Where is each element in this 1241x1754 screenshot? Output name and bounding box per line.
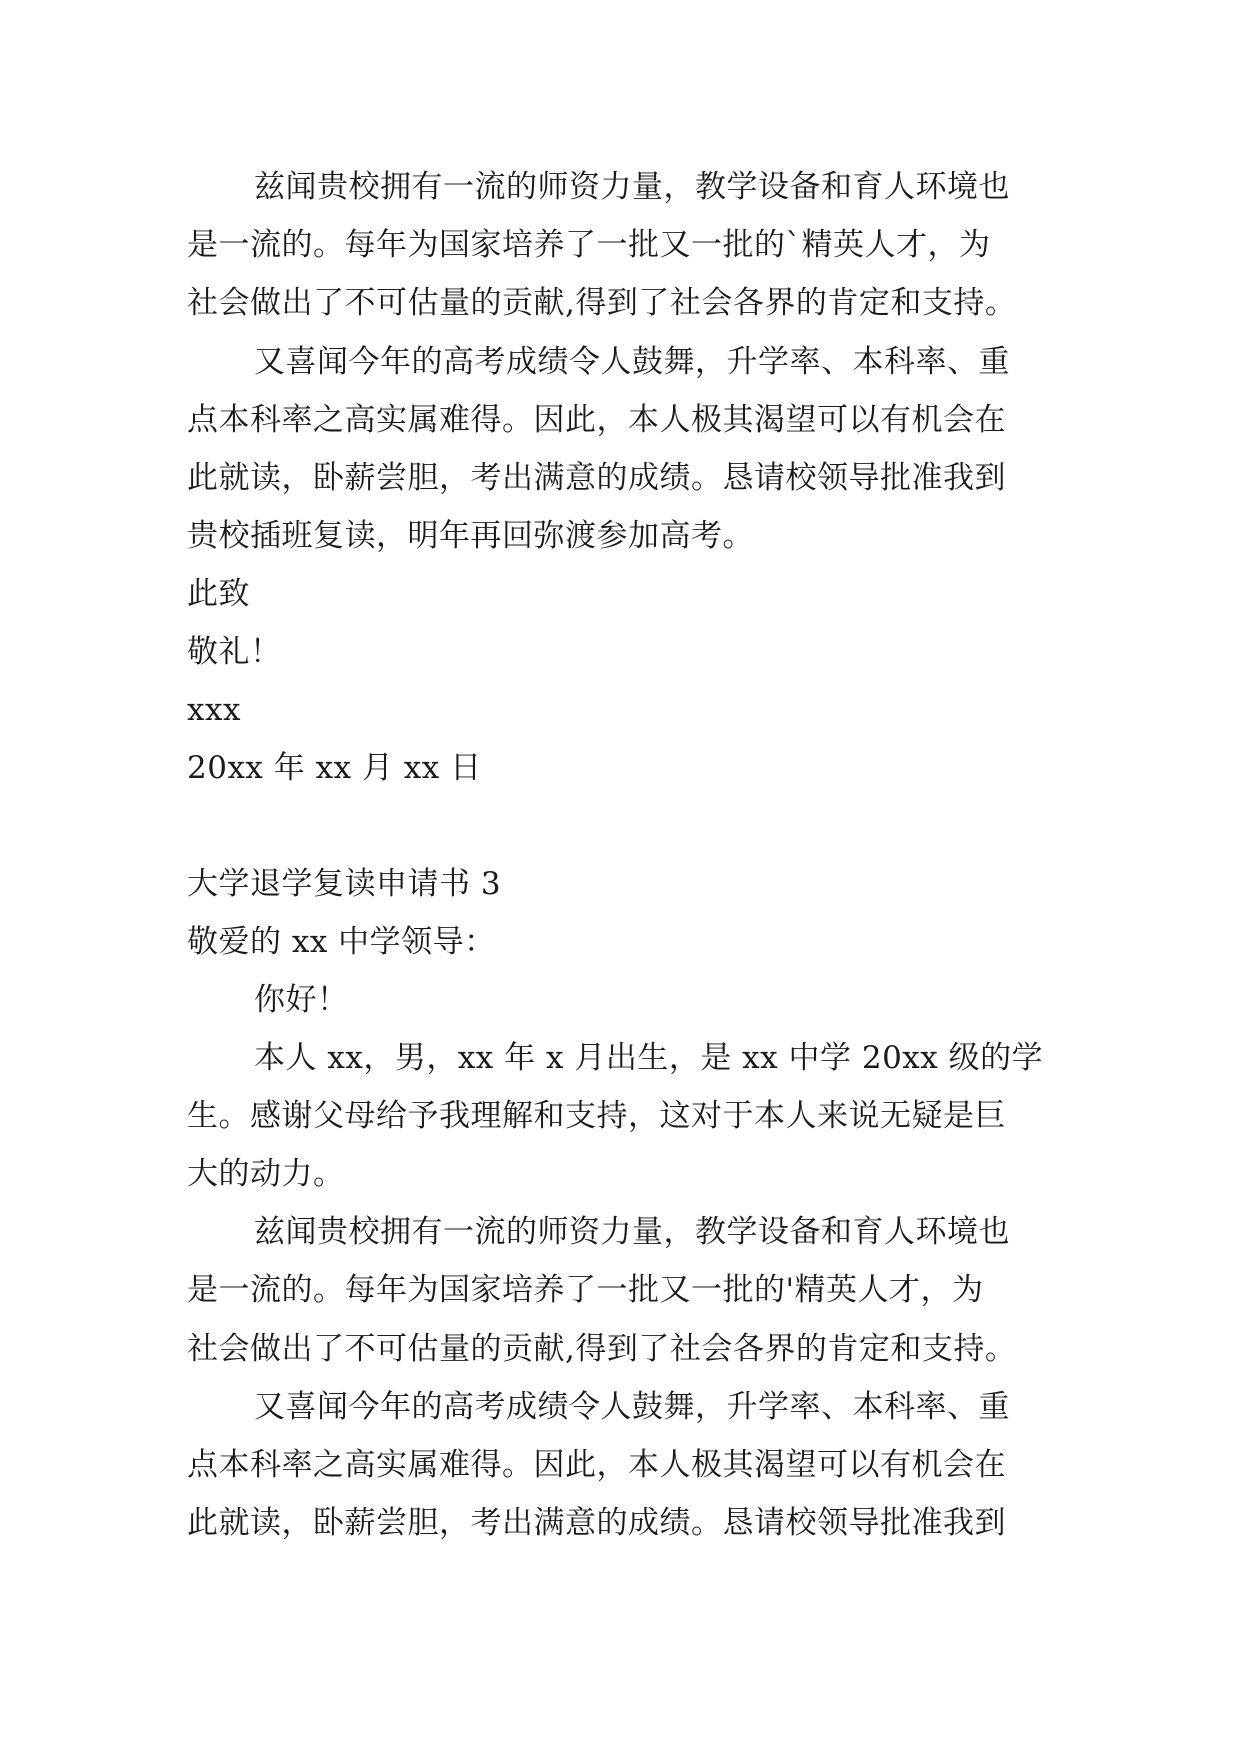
paragraph-line: 点本科率之高实属难得。因此，本人极其渴望可以有机会在 bbox=[187, 402, 1006, 438]
paragraph-line: 点本科率之高实属难得。因此，本人极其渴望可以有机会在 bbox=[187, 1447, 1006, 1483]
paragraph-line: 此就读，卧薪尝胆，考出满意的成绩。恳请校领导批准我到 bbox=[187, 1505, 1006, 1541]
paragraph-line: 此就读，卧薪尝胆，考出满意的成绩。恳请校领导批准我到 bbox=[187, 460, 1006, 496]
paragraph-line: 本人 xx，男，xx 年 x 月出生，是 xx 中学 20xx 级的学 bbox=[254, 1040, 1044, 1076]
paragraph-line: 贵校插班复读，明年再回弥渡参加高考。 bbox=[187, 518, 754, 554]
signature-name: xxx bbox=[187, 692, 241, 728]
closing-regards: 敬礼！ bbox=[187, 634, 282, 670]
paragraph-line: 又喜闻今年的高考成绩令人鼓舞，升学率、本科率、重 bbox=[254, 344, 1010, 380]
letter-recipient: 敬爱的 xx 中学领导： bbox=[187, 924, 496, 960]
greeting: 你好！ bbox=[254, 982, 349, 1018]
section-title: 大学退学复读申请书 3 bbox=[187, 866, 502, 902]
paragraph-line: 大的动力。 bbox=[187, 1156, 345, 1192]
paragraph-line: 兹闻贵校拥有一流的师资力量，教学设备和育人环境也 bbox=[254, 169, 1010, 205]
signature-date: 20xx 年 xx 月 xx 日 bbox=[187, 750, 482, 786]
paragraph-line: 社会做出了不可估量的贡献,得到了社会各界的肯定和支持。 bbox=[187, 285, 1017, 321]
paragraph-line: 生。感谢父母给予我理解和支持，这对于本人来说无疑是巨 bbox=[187, 1098, 1006, 1134]
paragraph-line: 又喜闻今年的高考成绩令人鼓舞，升学率、本科率、重 bbox=[254, 1389, 1010, 1425]
paragraph-line: 是一流的。每年为国家培养了一批又一批的`精英人才，为 bbox=[187, 227, 991, 263]
paragraph-line: 兹闻贵校拥有一流的师资力量，教学设备和育人环境也 bbox=[254, 1214, 1010, 1250]
paragraph-line: 社会做出了不可估量的贡献,得到了社会各界的肯定和支持。 bbox=[187, 1331, 1017, 1367]
paragraph-line: 是一流的。每年为国家培养了一批又一批的'精英人才，为 bbox=[187, 1272, 984, 1308]
closing-salutation: 此致 bbox=[187, 576, 250, 612]
